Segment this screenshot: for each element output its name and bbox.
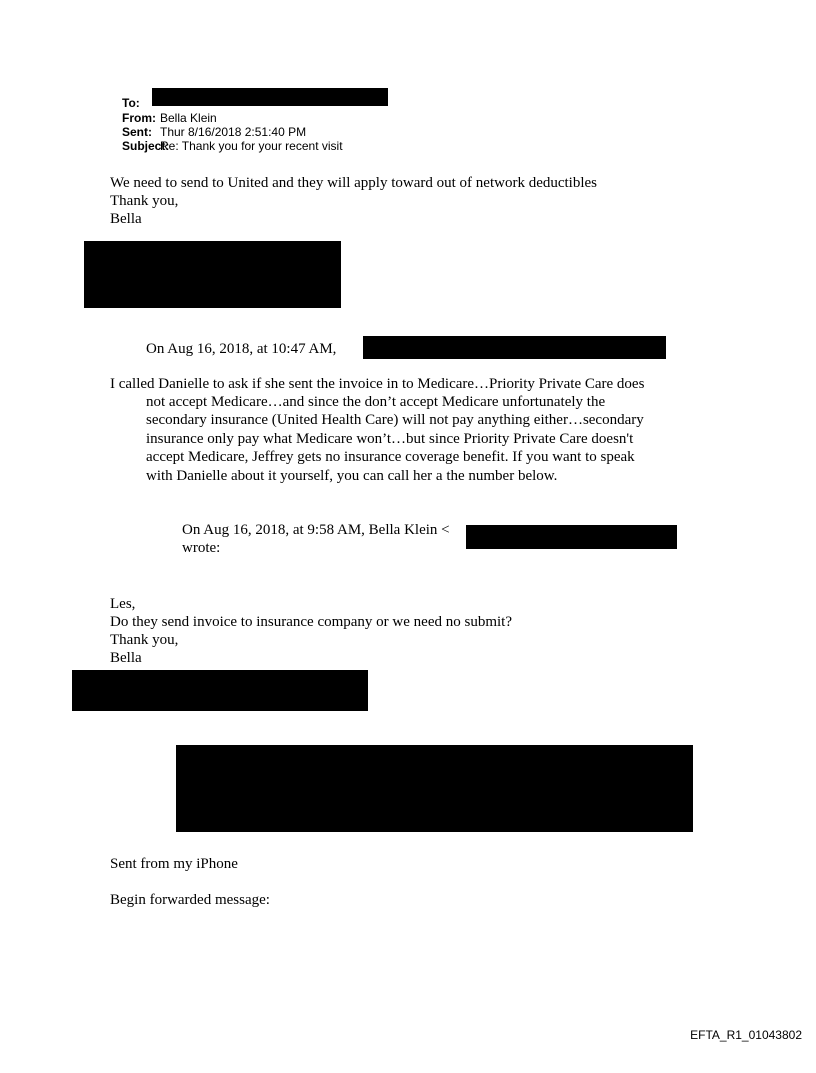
redaction-box	[363, 336, 666, 359]
from-label: From:	[122, 111, 156, 125]
document-id: EFTA_R1_01043802	[690, 1028, 802, 1042]
body-line: Thank you,	[110, 632, 179, 648]
from-value: Bella Klein	[160, 111, 217, 125]
redaction-box	[152, 88, 388, 106]
body-line: I called Danielle to ask if she sent the invoice in to Medicare…Priority Private Care does	[110, 376, 645, 392]
body-line: Bella	[110, 650, 142, 666]
quote-wrote: wrote:	[182, 540, 221, 556]
to-label: To:	[122, 96, 140, 110]
sent-value: Thur 8/16/2018 2:51:40 PM	[160, 125, 307, 139]
body-line: not accept Medicare…and since the don’t accept Medicare unfortunately the	[146, 394, 606, 410]
body-line: with Danielle about it yourself, you can call her a the number below.	[146, 468, 558, 484]
body-line: insurance only pay what Medicare won’t…but since Priority Private Care doesn't	[146, 431, 634, 447]
subject-label: Subject:	[122, 139, 170, 153]
sent-from-line: Sent from my iPhone	[110, 856, 238, 872]
body-line: Do they send invoice to insurance company or we need no submit?	[110, 614, 512, 630]
sent-label: Sent:	[122, 125, 152, 139]
redaction-box	[466, 525, 677, 549]
body-line: We need to send to United and they will apply toward out of network deductibles	[110, 175, 598, 191]
redaction-box	[176, 745, 693, 832]
redaction-box	[72, 670, 368, 711]
body-line: secondary insurance (United Health Care) will not pay anything either…secondary	[146, 412, 644, 428]
body-line: Bella	[110, 211, 142, 227]
quote-attribution: On Aug 16, 2018, at 9:58 AM, Bella Klein <	[182, 522, 450, 538]
quote-attribution: On Aug 16, 2018, at 10:47 AM,	[146, 341, 337, 357]
body-line: accept Medicare, Jeffrey gets no insurance coverage benefit. If you want to speak	[146, 449, 635, 465]
body-line: Les,	[110, 596, 136, 612]
redaction-box	[84, 241, 341, 308]
forwarded-line: Begin forwarded message:	[110, 892, 270, 908]
body-line: Thank you,	[110, 193, 179, 209]
subject-value: Re: Thank you for your recent visit	[160, 139, 343, 153]
